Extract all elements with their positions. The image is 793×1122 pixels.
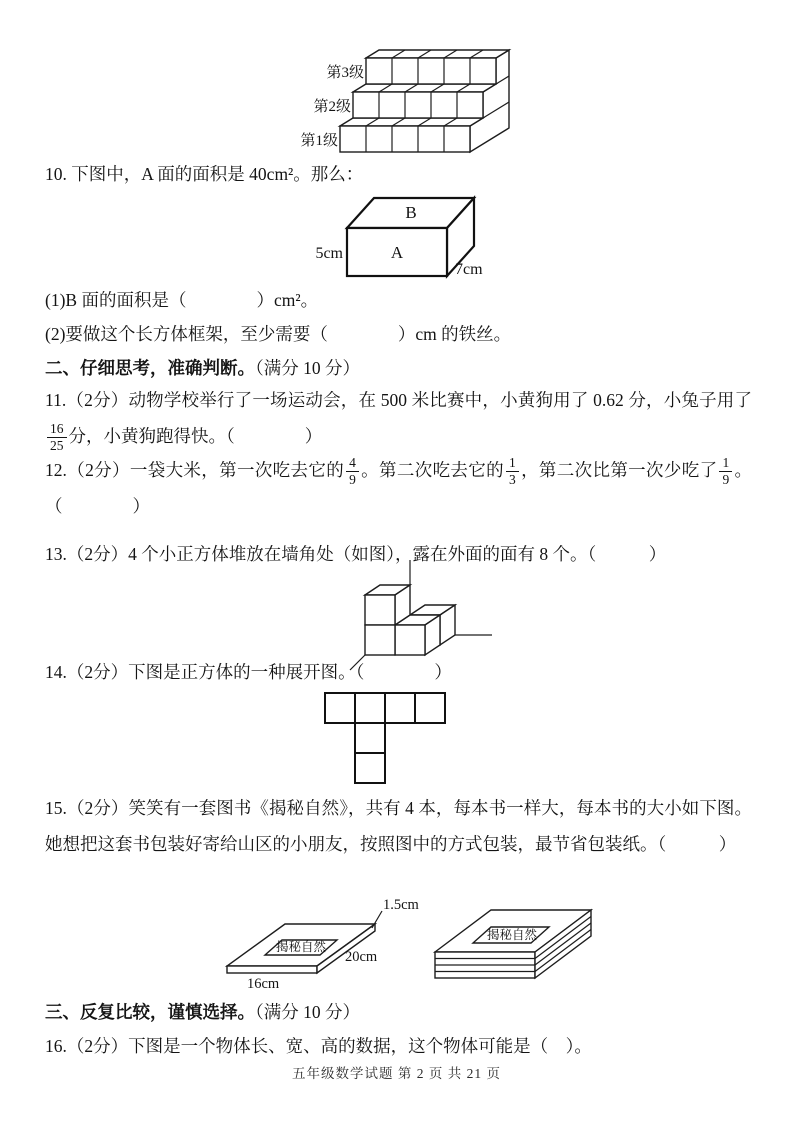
question-12-text-4: 。（ ） — [45, 460, 753, 516]
fraction-numerator: 1 — [506, 456, 519, 472]
page-footer-text: 五年级数学试题 第 2 页 共 21 页 — [292, 1066, 501, 1081]
question-15 — [45, 790, 752, 862]
question-16-stem: 16.（2分）下图是一个物体长、宽、高的数据，这个物体可能是（ ）。 — [45, 1036, 592, 1056]
section-2-title: 二、仔细思考，准确判断。 — [45, 358, 255, 378]
question-10-sub1-text: (1)B 面的面积是（ ）cm²。 — [45, 290, 319, 310]
fraction-denominator: 3 — [508, 472, 516, 488]
width-label: 16cm — [247, 976, 280, 992]
cube-top-left — [365, 585, 410, 625]
cuboid-figure — [305, 190, 510, 288]
stack-cover-title: 揭秘自然 — [486, 928, 538, 942]
thickness-leader-line — [372, 911, 382, 928]
step3-top-face — [366, 50, 509, 58]
cube-net-drawing — [322, 690, 450, 788]
question-10-stem: 10. 下图中，A 面的面积是 40cm²。那么： — [45, 164, 364, 184]
question-16 — [45, 1028, 752, 1064]
fraction-4-9 — [346, 456, 359, 487]
fraction-denominator: 9 — [349, 472, 356, 488]
question-13-stem: 13.（2分）4 个小正方体堆放在墙角处（如图），露在外面的面有 8 个。（ ） — [45, 544, 667, 564]
step3-label: 第3级 — [326, 65, 364, 81]
thickness-label: 1.5cm — [383, 897, 419, 913]
section-2-score: （满分 10 分） — [255, 358, 360, 378]
step1-top-face — [340, 118, 483, 126]
question-10-sub1 — [45, 282, 752, 318]
question-10-sub2-text: (2)要做这个长方体框架，至少需要（ ）cm 的铁丝。 — [45, 324, 512, 344]
question-12-text-3: ，第二次比第一次少吃了 — [520, 460, 718, 480]
section-3-title: 三、反复比较，谨慎选择。 — [45, 1002, 255, 1022]
question-12 — [45, 452, 752, 524]
section-3-heading — [45, 994, 752, 1030]
question-10-sub2 — [45, 316, 752, 352]
cuboid-height-label: 5cm — [315, 245, 343, 262]
step1-front-face — [340, 126, 470, 152]
fraction-1-3 — [506, 456, 519, 487]
fraction-denominator: 9 — [722, 472, 730, 488]
question-11-text-2: 分，小黄狗跑得快。（ ） — [68, 426, 323, 446]
books-drawing — [215, 882, 605, 994]
question-15-stem: 15.（2分）笑笑有一套图书《揭秘自然》，共有 4 本，每本书一样大，每本书的大小如下图。她想把这套书包装好寄给山区的小朋友，按照图中的方式包装，最节省包装纸。（ ） — [45, 798, 752, 854]
section-2-heading — [45, 350, 752, 386]
cuboid-top-label: B — [405, 203, 417, 222]
cube-bottom-left — [365, 625, 395, 655]
fraction-denominator: 25 — [50, 438, 64, 454]
cube-net-figure — [322, 690, 450, 788]
book-cover-title: 揭秘自然 — [275, 940, 327, 954]
single-book — [227, 897, 420, 992]
question-11 — [45, 382, 752, 454]
step2-label: 第2级 — [313, 99, 351, 115]
step1-label: 第1级 — [300, 133, 338, 149]
cuboid-drawing — [305, 190, 510, 288]
fraction-numerator: 1 — [719, 456, 732, 472]
book-stack — [435, 910, 591, 978]
fraction-numerator: 16 — [47, 422, 67, 438]
section-3-score: （满分 10 分） — [255, 1002, 360, 1022]
step3-front-face — [366, 58, 496, 84]
net-squares — [325, 693, 445, 783]
depth-label: 20cm — [345, 949, 378, 965]
staircase-cubes-drawing — [285, 48, 517, 160]
question-11-text-1: 11.（2分）动物学校举行了一场运动会，在 500 米比赛中，小黄狗用了 0.62 分，小兔子用了 — [45, 390, 752, 410]
step2-front-face — [353, 92, 483, 118]
question-12-text-1: 12.（2分）一袋大米，第一次吃去它的 — [45, 460, 345, 480]
question-14 — [45, 654, 752, 690]
question-12-text-2: 。第二次吃去它的 — [360, 460, 504, 480]
fraction-numerator: 4 — [346, 456, 359, 472]
fraction-1-9 — [719, 456, 732, 487]
step2-top-face — [353, 84, 496, 92]
page-footer — [0, 1062, 793, 1082]
fraction-16-25 — [47, 422, 67, 453]
staircase-figure — [285, 48, 517, 160]
cuboid-depth-label: 7cm — [455, 261, 483, 278]
cuboid-front-label: A — [390, 243, 404, 262]
book-front-edge — [227, 966, 317, 973]
question-10 — [45, 156, 752, 192]
books-figure — [215, 882, 605, 994]
question-14-stem: 14.（2分）下图是正方体的一种展开图。（ ） — [45, 662, 452, 682]
